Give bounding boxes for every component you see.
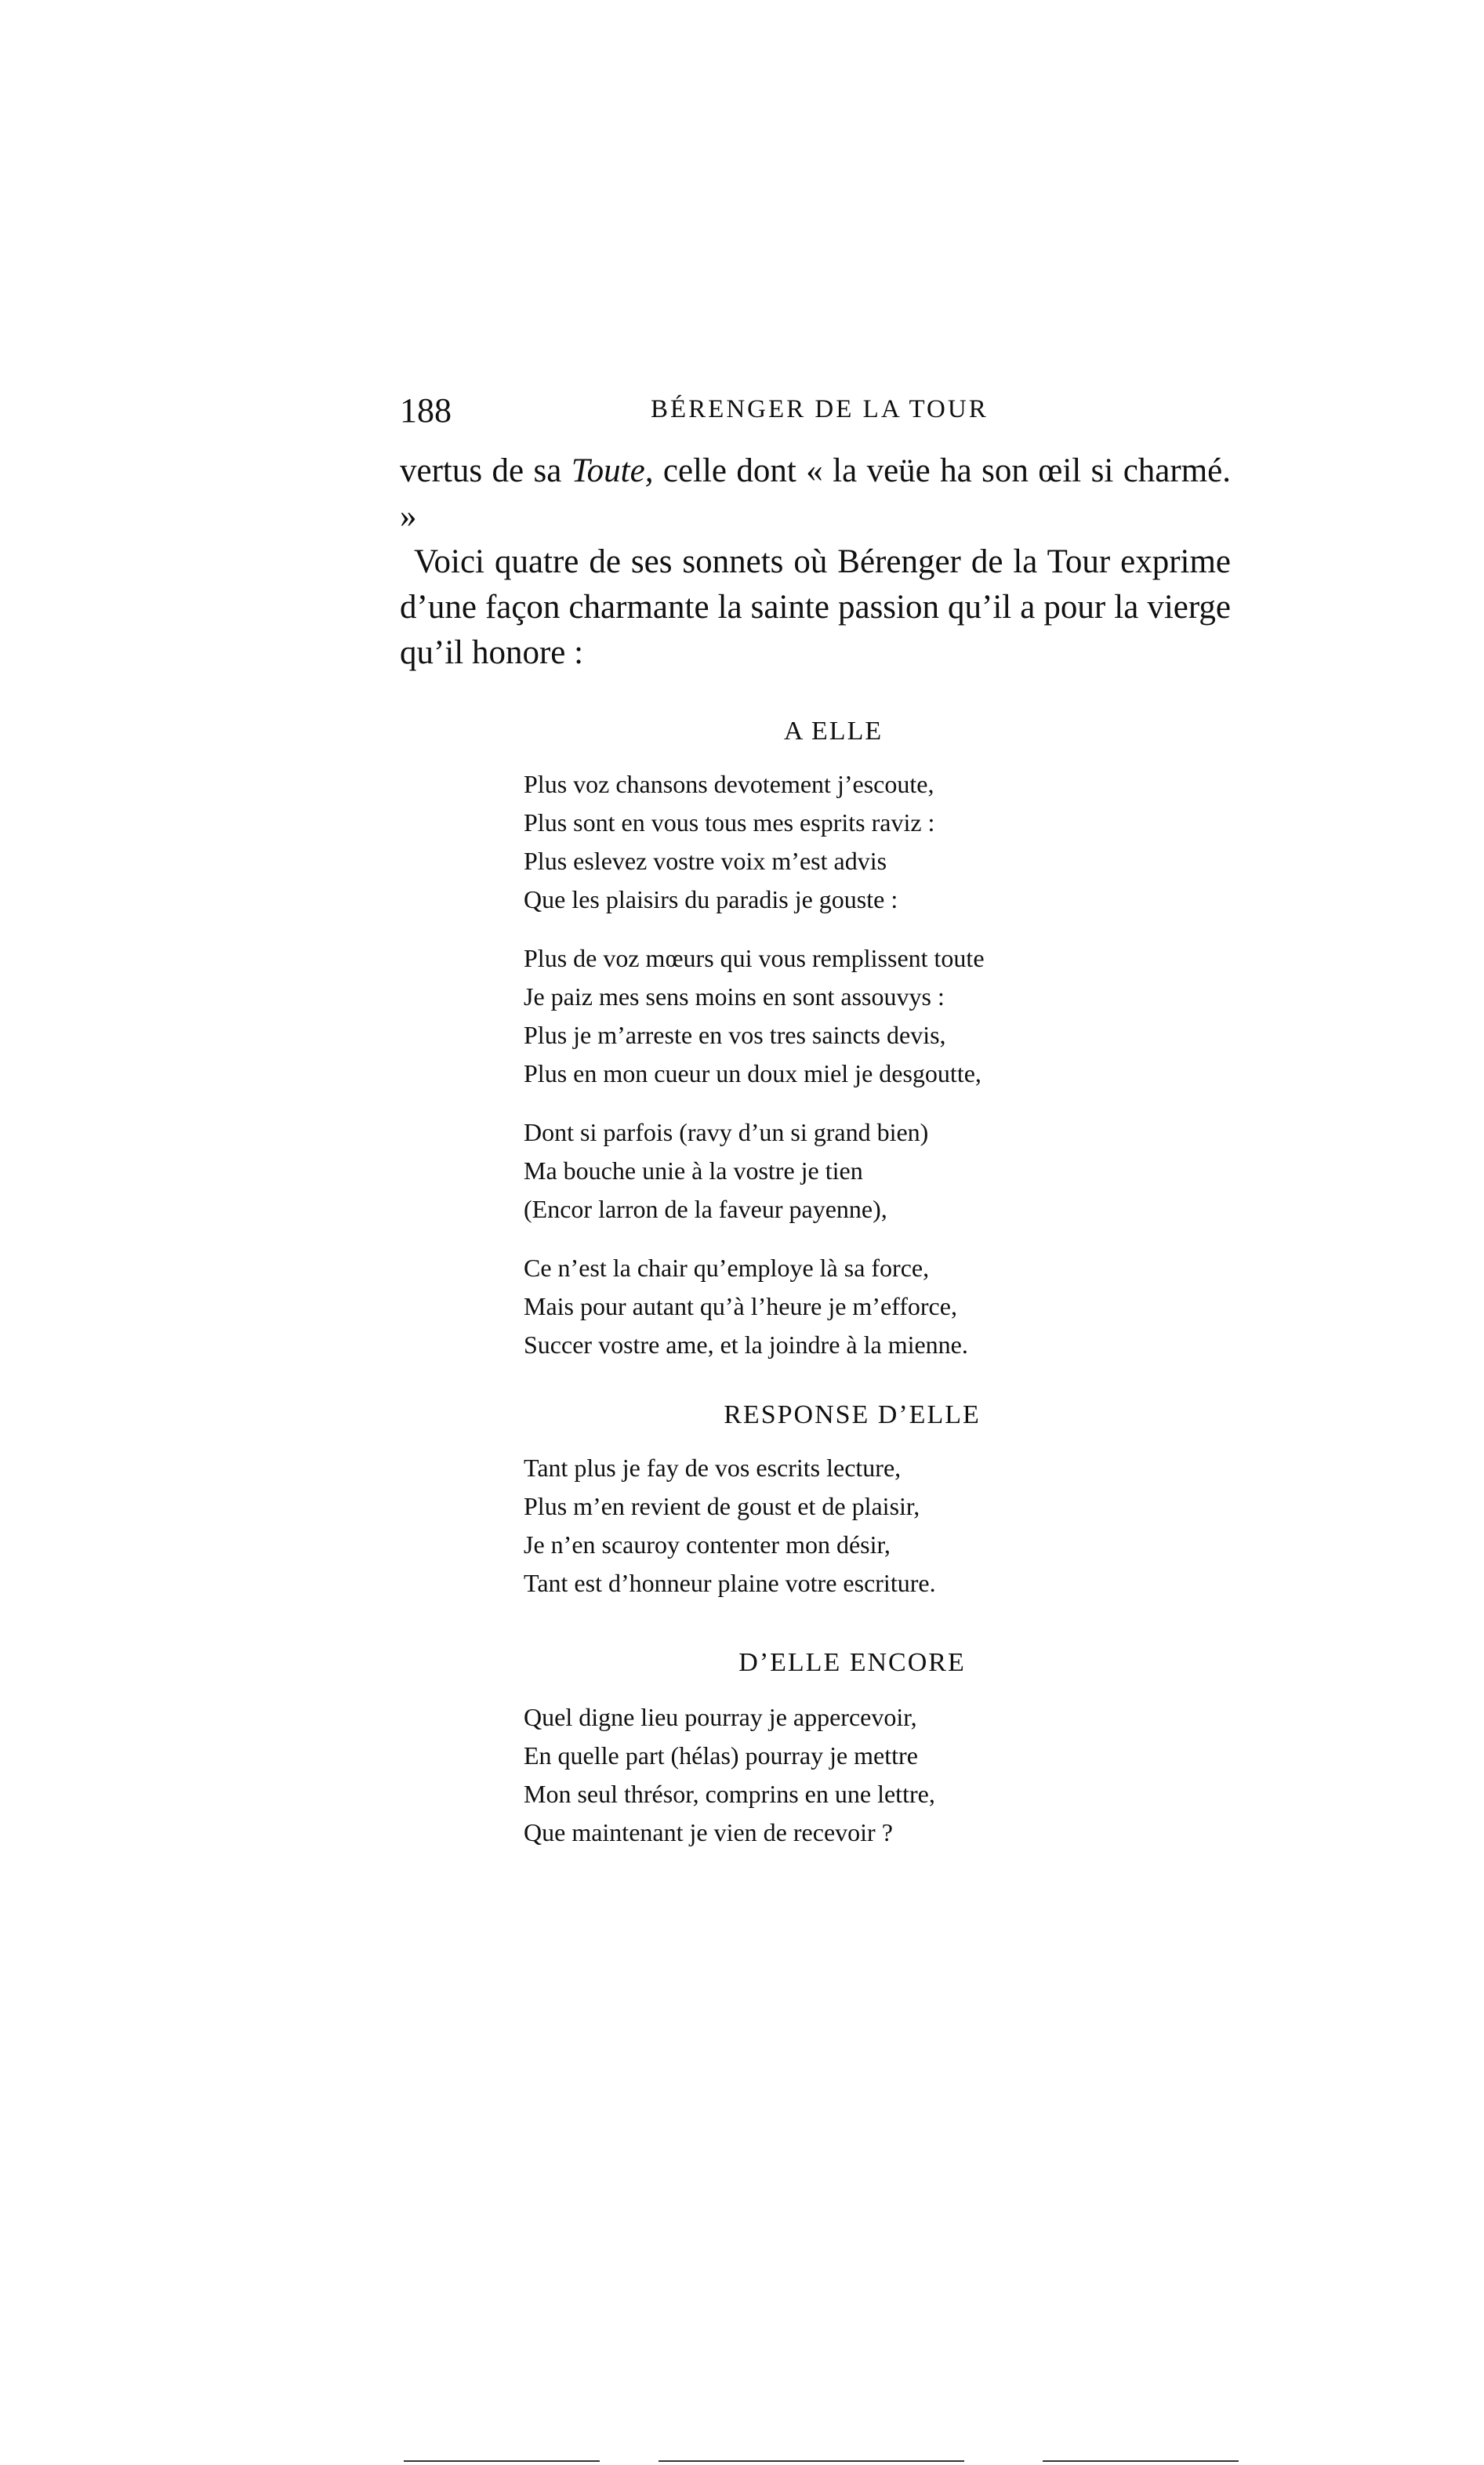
paragraph-1-end: celle dont « la veüe ha son œil si charmé. » <box>400 452 1231 535</box>
verse-line: Plus je m’arreste en vos tres saincts devis, <box>524 1021 946 1049</box>
paragraph-1 <box>400 448 1231 539</box>
verse-line: Plus sont en vous tous mes esprits raviz : <box>524 808 935 837</box>
page-content <box>400 390 1231 1872</box>
poem-title: D’ELLE ENCORE <box>738 1648 966 1677</box>
poem-title: A ELLE <box>783 717 884 746</box>
paragraph-1-start: vertus de sa <box>400 452 571 489</box>
running-head <box>400 390 1231 437</box>
verse-line: Plus de voz mœurs qui vous remplissent toute <box>524 944 985 972</box>
verse-line: Mais pour autant qu’à l’heure je m’efforce, <box>524 1292 957 1320</box>
stanza <box>524 939 1231 1093</box>
paragraph-1-italic: Toute, <box>571 452 654 489</box>
prose <box>400 448 1231 676</box>
verse-line: Plus voz chansons devotement j’escoute, <box>524 770 934 798</box>
stanza <box>524 1249 1231 1364</box>
verse-line: Plus m’en revient de goust et de plaisir, <box>524 1492 920 1520</box>
stanza <box>524 1698 1231 1852</box>
stanza <box>524 765 1231 919</box>
verse-line: Plus eslevez vostre voix m’est advis <box>524 847 887 875</box>
stanza <box>524 1113 1231 1229</box>
verse-line: Mon seul thrésor, comprins en une lettre, <box>524 1780 935 1808</box>
verse-line: Je paiz mes sens moins en sont assouvys : <box>524 982 945 1011</box>
scan-rule <box>659 2460 964 2462</box>
verse-line: Dont si parfois (ravy d’un si grand bien) <box>524 1118 929 1146</box>
verse-line: Que les plaisirs du paradis je gouste : <box>524 885 898 913</box>
poem-title: RESPONSE D’ELLE <box>724 1400 981 1429</box>
scan-rule <box>404 2460 600 2462</box>
paragraph-2: Voici quatre de ses sonnets où Bérenger de la Tour exprime d’une façon charmante la sainte passion qu’il a pour la vierge qu’il honore : <box>400 543 1231 671</box>
poem-a-elle <box>400 717 1231 1364</box>
verse-line: En quelle part (hélas) pourray je mettre <box>524 1741 918 1770</box>
poem-response-delle <box>400 1400 1231 1603</box>
verse-line: (Encor larron de la faveur payenne), <box>524 1195 887 1223</box>
verse-line: Plus en mon cueur un doux miel je desgoutte, <box>524 1059 981 1087</box>
stanza <box>524 1449 1231 1603</box>
scan-rule <box>1043 2460 1239 2462</box>
verse-line: Tant est d’honneur plaine votre escriture. <box>524 1569 936 1597</box>
verse-line: Tant plus je fay de vos escrits lecture, <box>524 1454 902 1482</box>
verse-line: Succer vostre ame, et la joindre à la mienne. <box>524 1331 968 1359</box>
page-number: 188 <box>400 391 452 430</box>
verse-line: Quel digne lieu pourray je appercevoir, <box>524 1703 917 1731</box>
verse-line: Que maintenant je vien de recevoir ? <box>524 1818 893 1846</box>
poem-delle-encore <box>400 1648 1231 1852</box>
verse-line: Ce n’est la chair qu’employe là sa force, <box>524 1254 930 1282</box>
running-title: BÉRENGER DE LA TOUR <box>651 395 989 423</box>
verse-line: Je n’en scauroy contenter mon désir, <box>524 1530 891 1559</box>
verse-line: Ma bouche unie à la vostre je tien <box>524 1156 863 1185</box>
